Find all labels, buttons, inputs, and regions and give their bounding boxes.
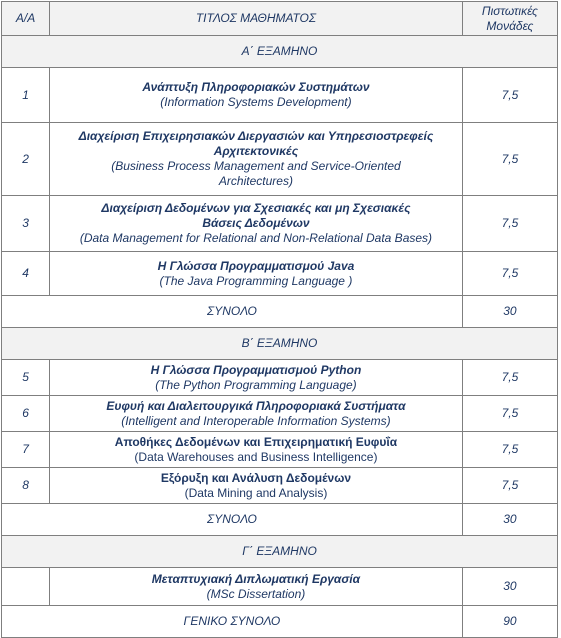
- course-title-greek: Διαχείριση Δεδομένων για Σχεσιακές και μη Σχεσιακές Βάσεις Δεδομένων: [101, 201, 411, 230]
- course-title-greek: Μεταπτυχιακή Διπλωματική Εργασία: [151, 571, 361, 586]
- course-title-greek: Εξόρυξη και Ανάλυση Δεδομένων: [160, 470, 352, 485]
- course-number: 6: [2, 396, 50, 432]
- course-number: 7: [2, 432, 50, 468]
- course-title-english: (Intelligent and Interoperable Information Systems): [121, 413, 391, 428]
- course-credits: 7,5: [462, 68, 557, 123]
- course-credits: 7,5: [462, 360, 557, 396]
- table-header-row: [2, 2, 558, 36]
- table-row: [2, 123, 558, 196]
- header-credits-line1: Πιστωτικές: [481, 3, 538, 18]
- table-row: [2, 196, 558, 252]
- semester-a-label: Α΄ ΕΞΑΜΗΝΟ: [2, 36, 558, 68]
- course-title-english: (Data Warehouses and Business Intelligence): [134, 449, 378, 464]
- course-credits: 7,5: [462, 252, 557, 296]
- header-credits: [462, 2, 557, 36]
- course-credits: 7,5: [462, 123, 557, 196]
- course-credits: 7,5: [462, 196, 557, 252]
- semester-b-row: [2, 328, 558, 360]
- course-number: 4: [2, 252, 50, 296]
- course-number-empty: [2, 568, 50, 606]
- course-title-greek: Ανάπτυξη Πληροφοριακών Συστημάτων: [142, 80, 370, 94]
- course-title: [50, 196, 463, 252]
- table-row: [2, 360, 558, 396]
- course-title-english: (The Java Programming Language ): [159, 273, 353, 288]
- course-title: [50, 252, 463, 296]
- course-title-english: (Information Systems Development): [160, 95, 352, 109]
- course-title-greek: Η Γλώσσα Προγραμματισμού Java: [157, 258, 355, 273]
- table-row: [2, 396, 558, 432]
- course-title: [50, 568, 463, 606]
- course-title-english: (Data Mining and Analysis): [184, 485, 328, 500]
- header-credits-line2: Μονάδες: [486, 18, 534, 33]
- semester-b-label: Β΄ ΕΞΑΜΗΝΟ: [2, 328, 558, 360]
- semester-b-total-value: 30: [462, 504, 557, 536]
- course-title: [50, 123, 463, 196]
- semester-a-total-label: ΣΥΝΟΛΟ: [2, 296, 463, 328]
- course-title-english: (MSc Dissertation): [206, 586, 306, 601]
- semester-b-total-label: ΣΥΝΟΛΟ: [2, 504, 463, 536]
- table-row: [2, 68, 558, 123]
- course-title-english: (Business Process Management and Service-Oriented Architectures): [111, 159, 401, 188]
- course-number: 1: [2, 68, 50, 123]
- course-title-greek: Διαχείριση Επιχειρησιακών Διεργασιών και Υπηρεσιοστρεφείς Αρχιτεκτονικές: [78, 129, 434, 158]
- course-credits: 30: [462, 568, 557, 606]
- course-credits: 7,5: [462, 396, 557, 432]
- grand-total-label: ΓΕΝΙΚΟ ΣΥΝΟΛΟ: [2, 606, 463, 638]
- header-aa: Α/Α: [2, 2, 50, 36]
- semester-b-total-row: [2, 504, 558, 536]
- header-course-title: ΤΙΤΛΟΣ ΜΑΘΗΜΑΤΟΣ: [50, 2, 463, 36]
- course-number: 3: [2, 196, 50, 252]
- course-number: 5: [2, 360, 50, 396]
- table-row: [2, 568, 558, 606]
- course-title-greek: Ευφυή και Διαλειτουργικά Πληροφοριακά Συστήματα: [106, 398, 406, 413]
- grand-total-row: [2, 606, 558, 638]
- semester-a-total-row: [2, 296, 558, 328]
- course-credits: 7,5: [462, 468, 557, 504]
- course-number: 8: [2, 468, 50, 504]
- course-title: [50, 432, 463, 468]
- course-title: [50, 468, 463, 504]
- course-title: [50, 396, 463, 432]
- course-number: 2: [2, 123, 50, 196]
- course-title: [50, 360, 463, 396]
- course-title-greek: Η Γλώσσα Προγραμματισμού Python: [150, 362, 362, 377]
- semester-c-row: [2, 536, 558, 568]
- course-credits: 7,5: [462, 432, 557, 468]
- semester-a-row: [2, 36, 558, 68]
- table-row: [2, 432, 558, 468]
- course-title: [50, 68, 463, 123]
- course-title-english: (The Python Programming Language): [155, 377, 357, 392]
- table-row: [2, 252, 558, 296]
- course-title-english: (Data Management for Relational and Non-Relational Data Bases): [79, 231, 433, 245]
- curriculum-table: [1, 1, 558, 638]
- course-title-greek: Αποθήκες Δεδομένων και Επιχειρηματική Ευφυΐα: [114, 434, 398, 449]
- semester-a-total-value: 30: [462, 296, 557, 328]
- grand-total-value: 90: [462, 606, 557, 638]
- table-row: [2, 468, 558, 504]
- semester-c-label: Γ΄ ΕΞΑΜΗΝΟ: [2, 536, 558, 568]
